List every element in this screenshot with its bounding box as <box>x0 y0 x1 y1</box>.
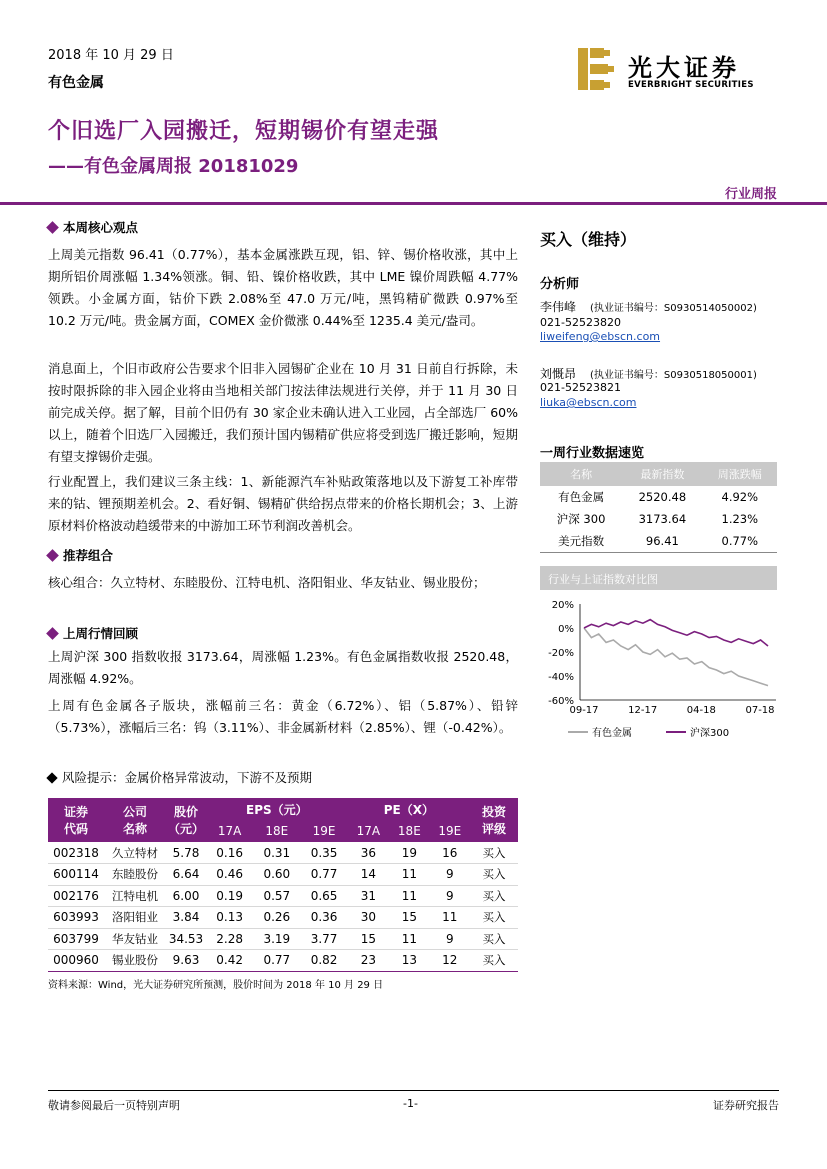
table-row: 002176 江特电机 6.00 0.19 0.57 0.65 31 11 9 买入 <box>48 885 518 907</box>
index-comparison-chart <box>540 594 780 744</box>
analyst-name: 李伟峰 <box>540 300 577 314</box>
table-row: 沪深 300 3173.64 1.23% <box>556 512 759 526</box>
risk-text: 风险提示：金属价格异常波动，下游不及预期 <box>62 770 313 785</box>
paragraph-news: 消息面上，个旧市政府公告要求个旧非入园锡矿企业在 10 月 31 日前自行拆除，未按时限拆除的非入园企业将由当地相关部门按法律法规进行关停，并于 11 月 30 日前完成关停。据了解，目前个旧仍有 30 家企业未确认进入工业园，占全部选厂 60%以上，随着个旧选厂入园搬迁，我们预计国内锡精矿供应将受到选厂搬迁影响，短期有望支撑锡价走强。 <box>48 361 518 464</box>
paragraph-index-review: 上周沪深 300 指数收报 3173.64，周涨幅 1.23%。有色金属指数收报 2520.48，周涨幅 4.92%。 <box>48 649 518 686</box>
everbright-logo-icon <box>578 48 614 90</box>
diamond-bullet-icon <box>46 627 59 640</box>
logo-text-en: EVERBRIGHT SECURITIES <box>628 80 754 90</box>
analyst-heading: 分析师 <box>540 277 580 292</box>
footer-divider <box>48 1090 779 1091</box>
col-name-header: 公司 名称 <box>104 798 166 842</box>
analyst-1 <box>540 296 757 315</box>
series-line-2 <box>584 620 768 646</box>
y-tick-label: -20% <box>548 648 574 659</box>
x-tick-label: 07-18 <box>745 705 775 716</box>
analyst-cert: (执业证书编号：S0930514050002) <box>590 303 757 314</box>
diamond-bullet-icon <box>46 549 59 562</box>
col-pe-17a: 17A <box>348 820 390 842</box>
col-price-header: 股价 （元） <box>166 798 206 842</box>
paragraph-portfolio: 核心组合：久立特材、东睦股份、江特电机、洛阳钼业、华友钴业、锡业股份； <box>48 575 486 590</box>
col-eps-17a: 17A <box>206 820 253 842</box>
analyst-2 <box>540 363 757 382</box>
stock-table <box>48 798 518 972</box>
header-divider <box>0 202 827 205</box>
risk-warning <box>48 768 312 786</box>
col-pe-header: PE（X） <box>348 798 470 820</box>
y-tick-label: 20% <box>551 600 574 611</box>
col-pe-19e: 19E <box>430 820 470 842</box>
table-row: 600114 东睦股份 6.64 0.46 0.60 0.77 14 11 9 买入 <box>48 864 518 886</box>
report-subtitle: ——有色金属周报 20181029 <box>48 156 299 177</box>
col-pe-18e: 18E <box>389 820 429 842</box>
logo-text-cn: 光大证券 <box>628 53 740 82</box>
table-source-note: 资料来源：Wind，光大证券研究所预测，股价时间为 2018 年 10 月 29 日 <box>48 980 384 991</box>
footer-report-label: 证券研究报告 <box>713 1099 779 1112</box>
col-code-header: 证券 代码 <box>48 798 104 842</box>
legend-label: 有色金属 <box>592 728 632 739</box>
legend-label: 沪深300 <box>690 728 730 739</box>
paragraph-market-summary: 上周美元指数 96.41（0.77%），基本金属涨跌互现，铝、锌、锡价格收涨，其中上期所铝价周涨幅 1.34%领涨。铜、铅、镍价格收跌，其中 LME 镍价周跌幅 4.77%领跌。小金属方面，钴价下跌 2.08%至 47.0 万元/吨，黑钨精矿微跌 0.97%至 10.2 万元/吨。贵金属方面，COMEX 金价微涨 0.44%至 1235.4 美元/盎司。 <box>48 247 518 328</box>
everbright-logo <box>578 48 778 94</box>
diamond-bullet-icon <box>46 221 59 234</box>
recommend-heading <box>48 546 113 564</box>
weekly-data-heading: 一周行业数据速览 <box>540 446 645 461</box>
analyst-phone: 021-52523821 <box>540 381 621 394</box>
report-date: 2018 年 10 月 29 日 <box>48 48 174 63</box>
investment-rating: 买入（维持） <box>540 230 637 249</box>
market-review-title: 上周行情回顾 <box>63 626 139 641</box>
sector-label: 有色金属 <box>48 75 104 91</box>
x-tick-label: 12-17 <box>628 705 658 716</box>
chart-title: 行业与上证指数对比图 <box>540 566 777 590</box>
page-number: -1- <box>403 1097 418 1110</box>
col-eps-header: EPS（元） <box>206 798 348 820</box>
weekly-col-change: 周涨跌幅 <box>703 462 777 486</box>
y-tick-label: -60% <box>548 696 574 707</box>
footer-disclaimer: 敬请参阅最后一页特别声明 <box>48 1099 180 1112</box>
analyst-cert: (执业证书编号：S0930518050001) <box>590 370 757 381</box>
table-row: 有色金属 2520.48 4.92% <box>558 490 759 504</box>
col-eps-19e: 19E <box>300 820 347 842</box>
market-review-heading <box>48 624 138 642</box>
report-title: 个旧选厂入园搬迁，短期锡价有望走强 <box>48 119 440 144</box>
analyst-email-link[interactable]: liweifeng@ebscn.com <box>540 330 661 343</box>
diamond-bullet-icon <box>46 772 57 783</box>
table-row: 000960 锡业股份 9.63 0.42 0.77 0.82 23 13 12 买入 <box>48 950 518 972</box>
report-type: 行业周报 <box>724 187 777 202</box>
table-row: 603799 华友钴业 34.53 2.28 3.19 3.77 15 11 9 买入 <box>48 928 518 950</box>
y-tick-label: -40% <box>548 672 574 683</box>
core-views-title: 本周核心观点 <box>63 220 139 235</box>
x-tick-label: 04-18 <box>686 705 716 716</box>
paragraph-allocation: 行业配置上，我们建议三条主线：1、新能源汽车补贴政策落地以及下游复工补库带来的钴、锂预期差机会。2、看好铜、锡精矿供给拐点带来的价格长期机会；3、上游原材料价格波动趋缓带来的中游加工环节利润改善机会。 <box>48 474 518 533</box>
core-views-heading <box>48 218 138 236</box>
table-row: 美元指数 96.41 0.77% <box>540 530 777 552</box>
weekly-data-table <box>540 462 777 553</box>
table-row: 002318 久立特材 5.78 0.16 0.31 0.35 36 19 16 买入 <box>48 842 518 864</box>
analyst-email-link[interactable]: liuka@ebscn.com <box>540 396 637 409</box>
recommend-title: 推荐组合 <box>63 548 114 563</box>
weekly-col-name: 名称 <box>540 462 622 486</box>
col-rating-header: 投资 评级 <box>470 798 518 842</box>
weekly-col-index: 最新指数 <box>622 462 702 486</box>
series-line-1 <box>584 628 768 686</box>
col-eps-18e: 18E <box>253 820 300 842</box>
analyst-name: 刘慨昂 <box>540 367 577 381</box>
analyst-phone: 021-52523820 <box>540 316 621 329</box>
y-tick-label: 0% <box>558 624 574 635</box>
paragraph-subsector-review: 上周有色金属各子版块，涨幅前三名：黄金（6.72%）、铝（5.87%）、铅锌（5.73%），涨幅后三名：钨（3.11%）、非金属新材料（2.85%）、锂（-0.42%）。 <box>48 698 518 735</box>
table-row: 603993 洛阳钼业 3.84 0.13 0.26 0.36 30 15 11 买入 <box>48 907 518 929</box>
x-tick-label: 09-17 <box>569 705 599 716</box>
